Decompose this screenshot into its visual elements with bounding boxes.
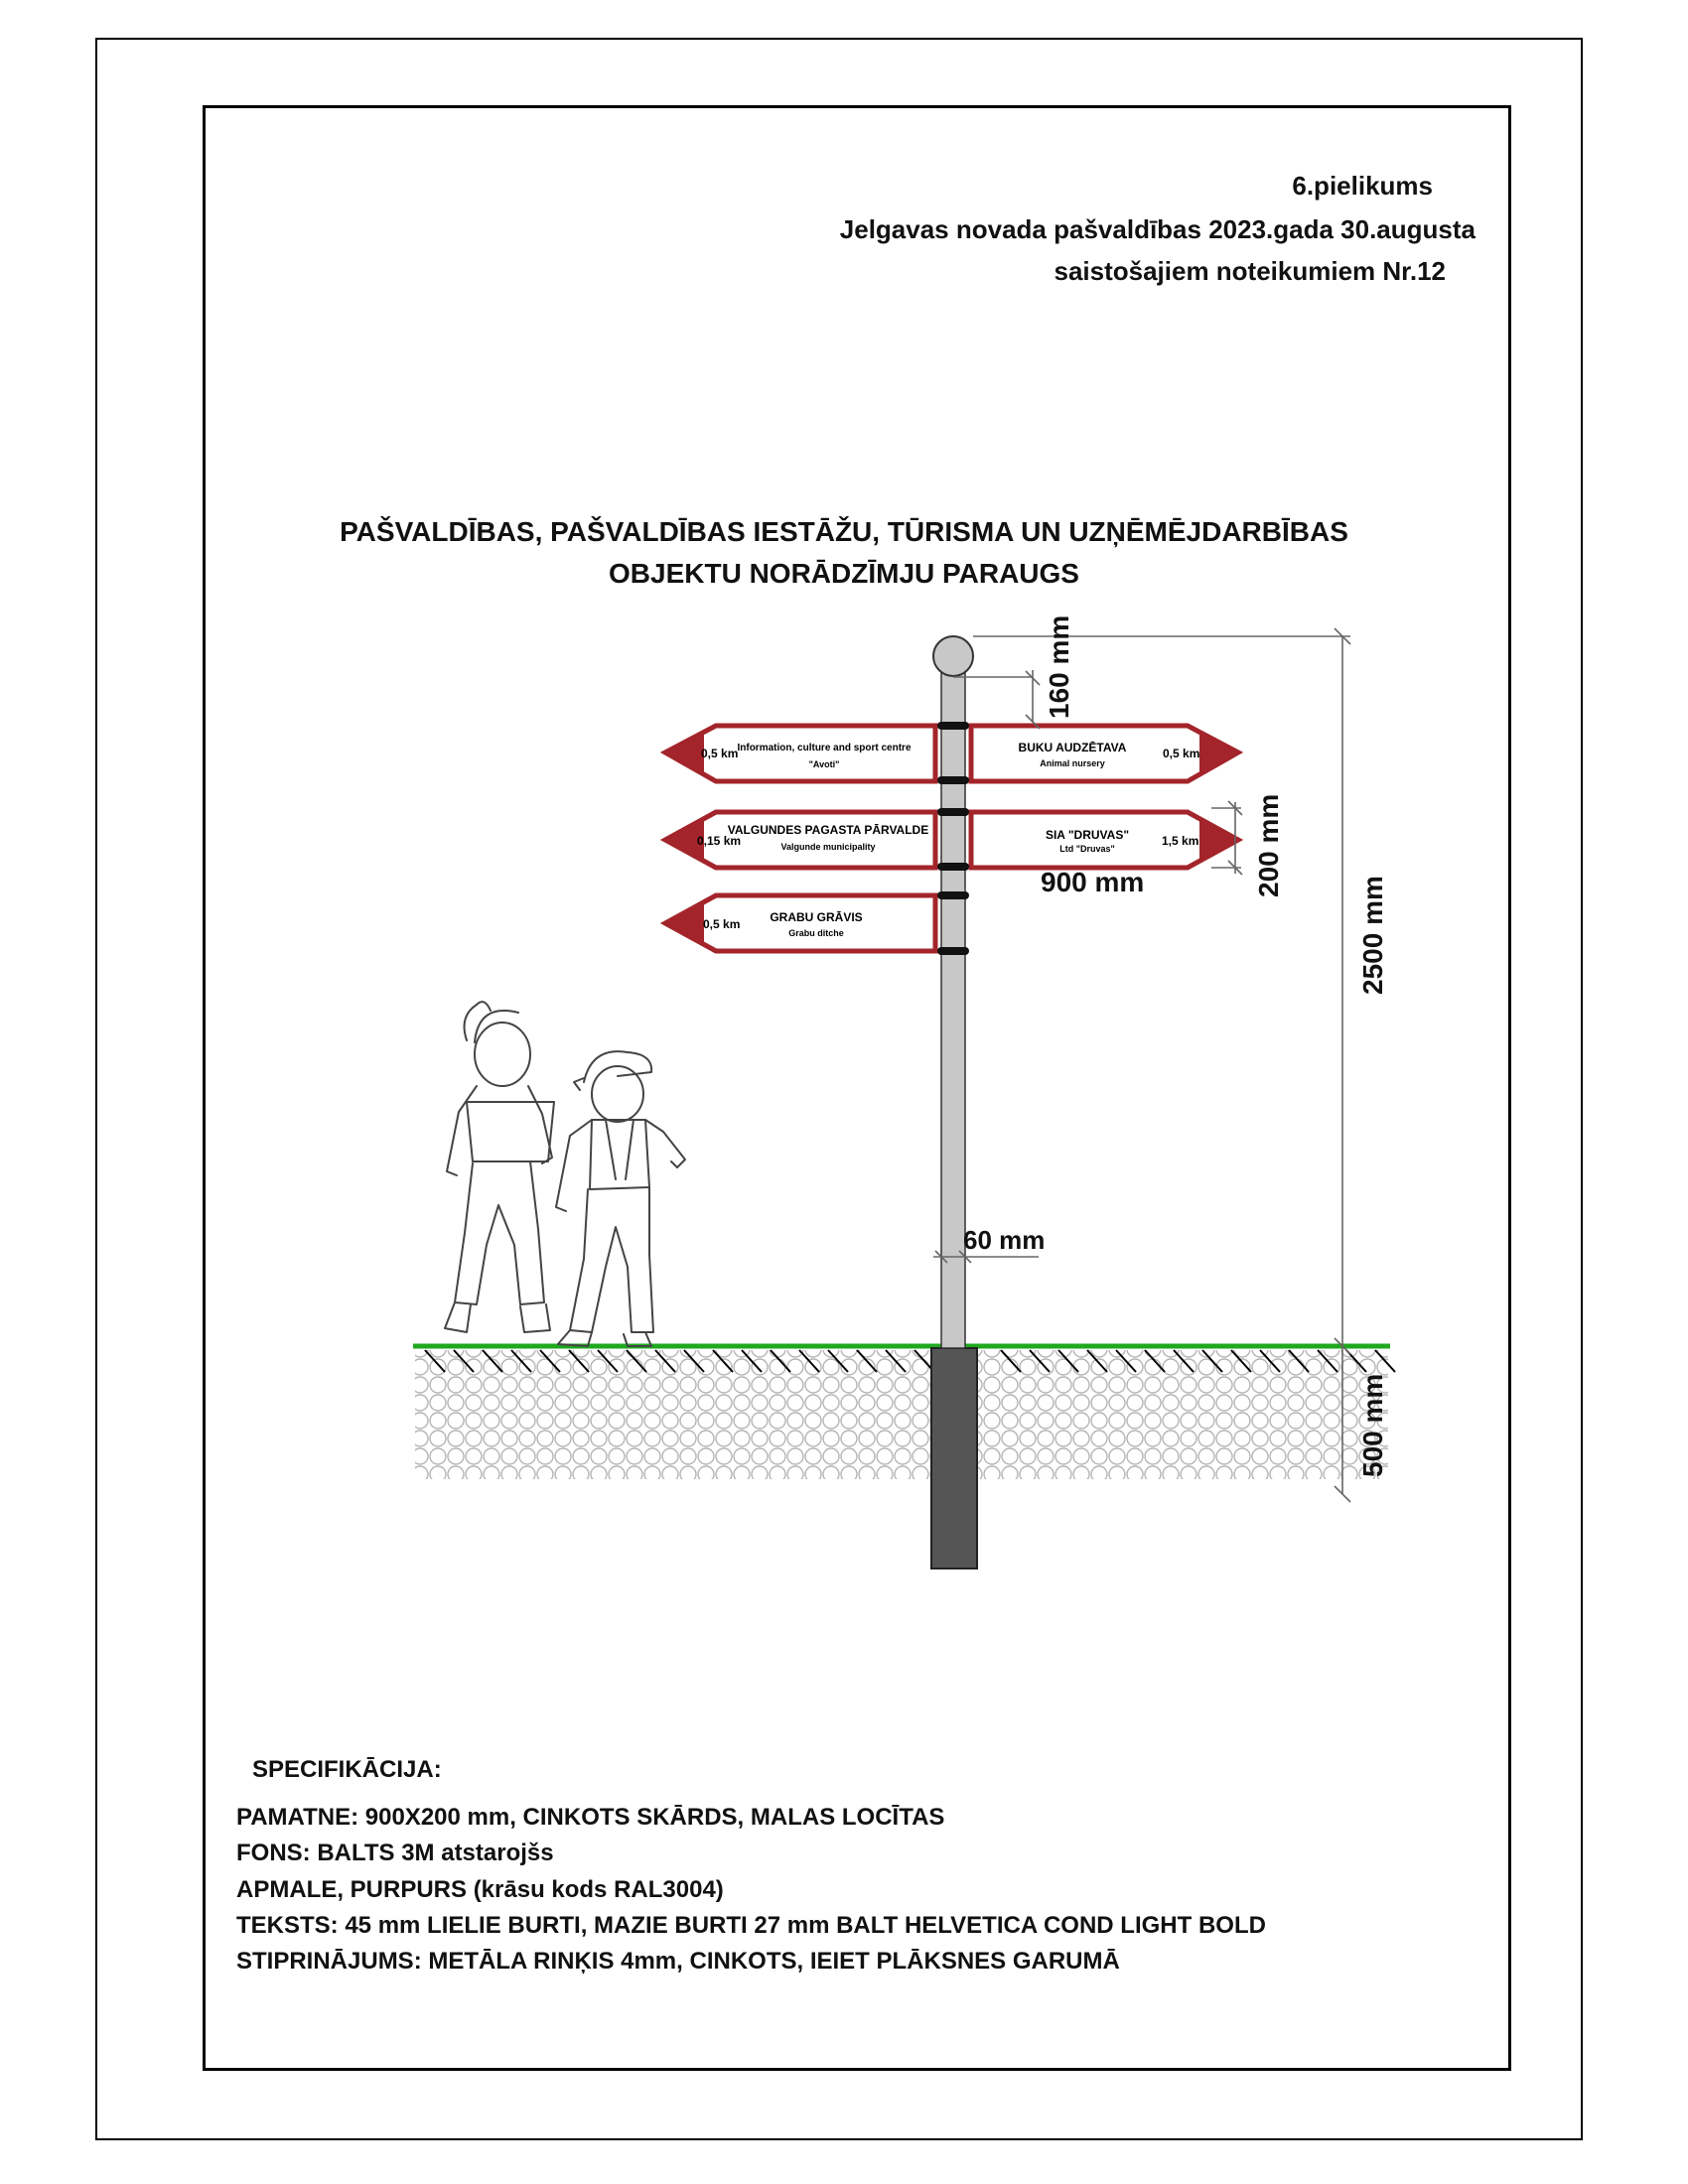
- spec-line-3: APMALE, PURPURS (krāsu kods RAL3004): [236, 1876, 724, 1903]
- sign4-name: SIA "DRUVAS": [1045, 828, 1130, 842]
- dim-900: 900 mm: [1041, 867, 1145, 897]
- page-subtitle: OBJEKTU NORĀDZĪMJU PARAUGS: [609, 558, 1079, 589]
- page-title: PAŠVALDĪBAS, PAŠVALDĪBAS IESTĀŽU, TŪRISMA UN UZŅĒMĒJDARBĪBAS: [340, 516, 1348, 547]
- sign3-subtitle: Valgunde municipality: [780, 842, 876, 852]
- sign3-distance: 0,15 km: [697, 834, 742, 848]
- sign1-subtitle: "Avoti": [808, 759, 840, 769]
- sign1-name: Information, culture and sport centre: [737, 743, 912, 753]
- dim-200: 200 mm: [1253, 793, 1284, 897]
- soil-area: [415, 1350, 1388, 1479]
- sign5-name: GRABU GRĀVIS: [770, 910, 863, 924]
- annex-regulation-line: Jelgavas novada pašvaldības 2023.gada 30.augusta: [839, 214, 1476, 244]
- sign4-distance: 1,5 km: [1162, 834, 1199, 848]
- pole-cap: [933, 636, 973, 676]
- spec-heading: SPECIFIKĀCIJA:: [252, 1756, 442, 1783]
- pole-foundation: [931, 1348, 977, 1569]
- sign5-subtitle: Grabu ditche: [788, 928, 844, 938]
- children-illustration: [445, 1002, 685, 1346]
- sign1-distance: 0,5 km: [701, 747, 739, 760]
- sign4-subtitle: Ltd "Druvas": [1059, 844, 1115, 854]
- dim-2500: 2500 mm: [1357, 876, 1388, 995]
- sign-right-1: [971, 726, 1238, 781]
- dim-160: 160 mm: [1044, 614, 1074, 719]
- dim-60: 60 mm: [963, 1225, 1046, 1255]
- spec-line-1: PAMATNE: 900X200 mm, CINKOTS SKĀRDS, MALAS LOCĪTAS: [236, 1804, 945, 1831]
- spec-line-4: TEKSTS: 45 mm LIELIE BURTI, MAZIE BURTI 27 mm BALT HELVETICA COND LIGHT BOLD: [236, 1912, 1266, 1939]
- annex-number: 6.pielikums: [1292, 171, 1433, 201]
- sign3-name: VALGUNDES PAGASTA PĀRVALDE: [727, 823, 929, 837]
- sign-left-2: [665, 812, 935, 868]
- spec-line-5: STIPRINĀJUMS: METĀLA RINĶIS 4mm, CINKOTS, IEIET PLĀKSNES GARUMĀ: [236, 1948, 1120, 1975]
- dim-500: 500 mm: [1357, 1373, 1388, 1477]
- spec-line-2: FONS: BALTS 3M atstarojšs: [236, 1840, 554, 1866]
- sign5-distance: 0,5 km: [703, 917, 741, 931]
- sign2-distance: 0,5 km: [1163, 747, 1200, 760]
- sign-right-2: [971, 812, 1238, 868]
- sign2-subtitle: Animal nursery: [1040, 758, 1105, 768]
- pole: [941, 673, 965, 1348]
- sign2-name: BUKU AUDZĒTAVA: [1018, 741, 1127, 754]
- annex-regulation-number: saistošajiem noteikumiem Nr.12: [1054, 256, 1446, 286]
- sign-left-1: [665, 726, 935, 781]
- sign-left-3: [665, 895, 935, 951]
